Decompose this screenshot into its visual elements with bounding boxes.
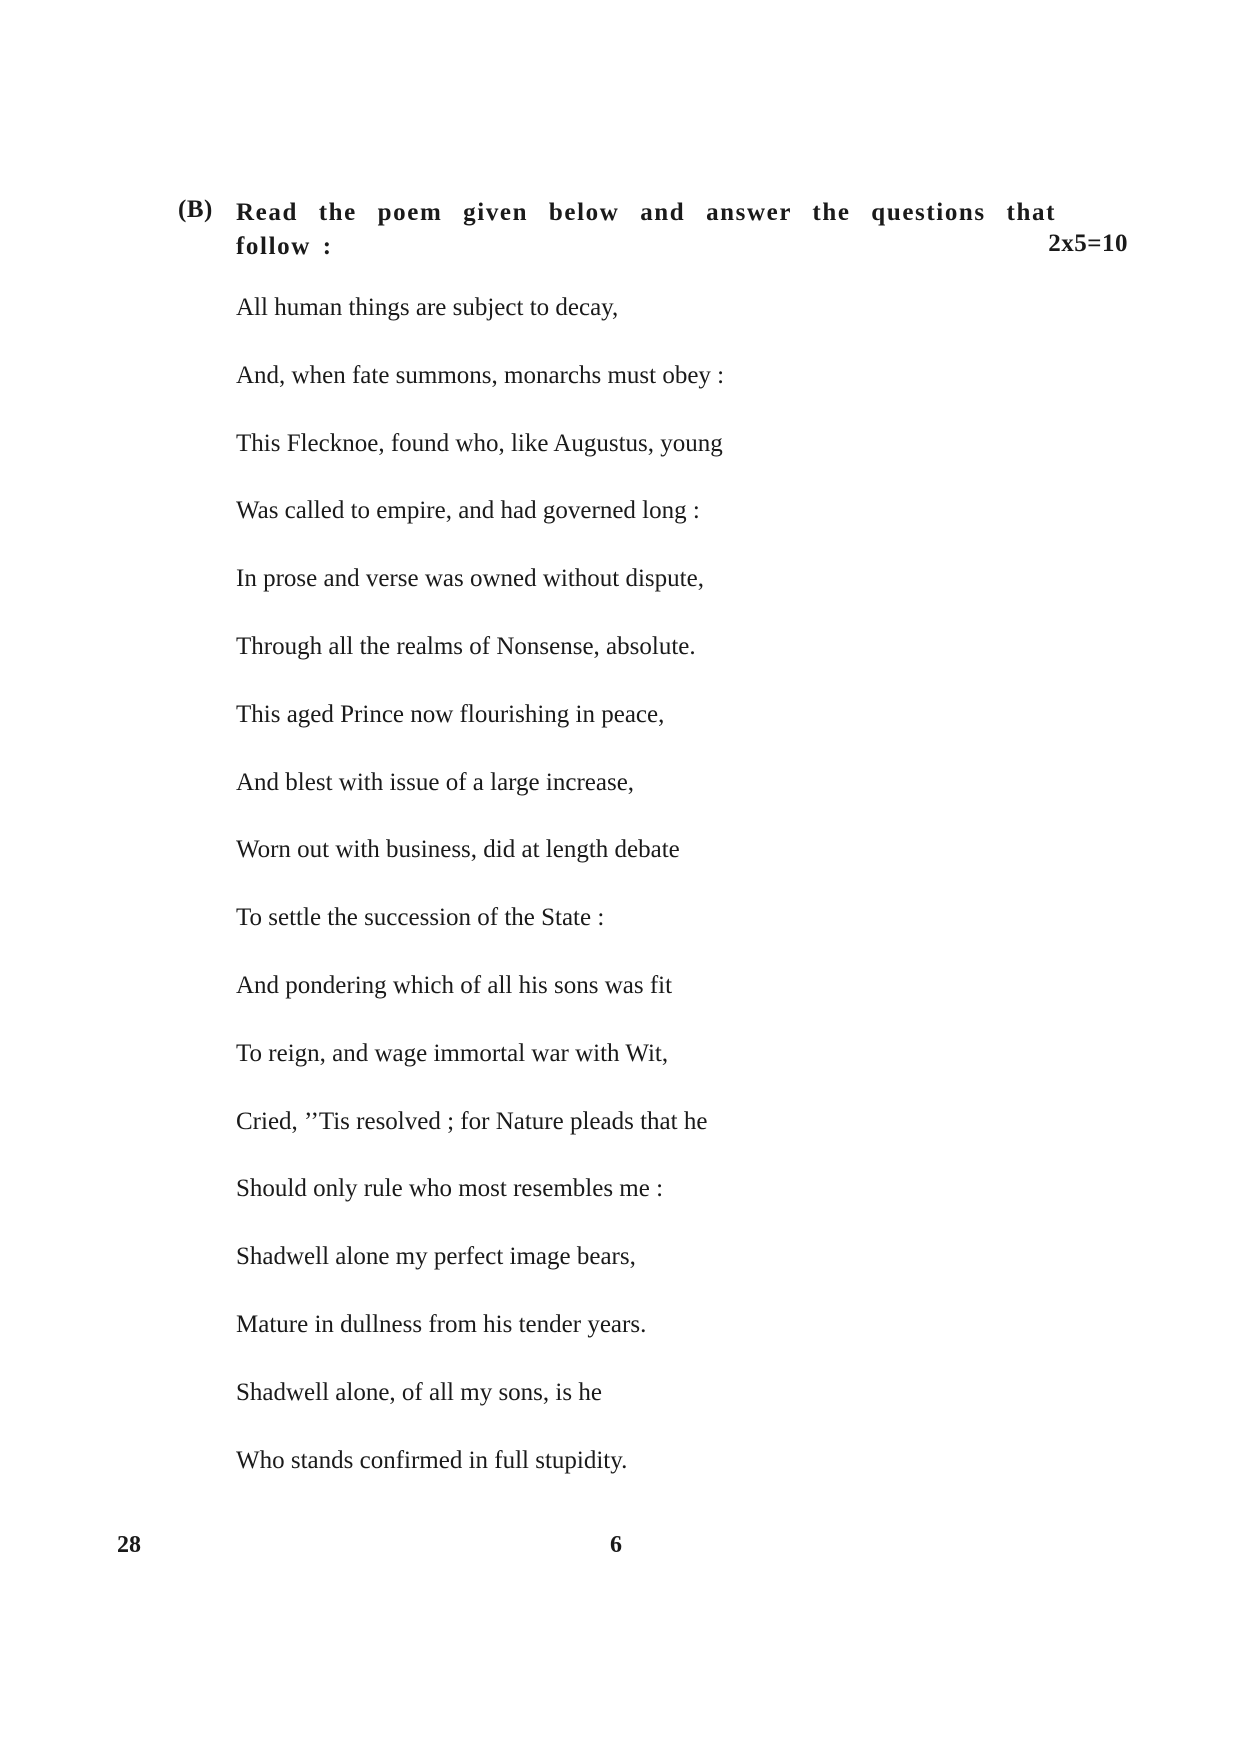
question-marks: 2x5=10 xyxy=(1048,230,1128,257)
poem-line: Should only rule who most resembles me : xyxy=(236,1175,664,1203)
poem-line: And blest with issue of a large increase, xyxy=(236,768,635,796)
poem-line: Mature in dullness from his tender years. xyxy=(236,1310,647,1338)
poem-line: In prose and verse was owned without dispute, xyxy=(236,565,704,593)
poem-line: This Flecknoe, found who, like Augustus, young xyxy=(236,429,723,457)
poem-line: And, when fate summons, monarchs must obey : xyxy=(236,361,725,389)
paper-code: 28 xyxy=(117,1532,141,1558)
instruction-line-2: follow : xyxy=(236,233,333,260)
poem-line: Who stands confirmed in full stupidity. xyxy=(236,1446,628,1474)
question-instruction xyxy=(236,196,1056,264)
poem-line: Through all the realms of Nonsense, absolute. xyxy=(236,632,696,660)
poem-line: Was called to empire, and had governed long : xyxy=(236,497,700,525)
poem xyxy=(236,293,724,1513)
poem-line: This aged Prince now flourishing in peace, xyxy=(236,700,665,728)
poem-line: All human things are subject to decay, xyxy=(236,294,619,321)
poem-line: To reign, and wage immortal war with Wit, xyxy=(236,1039,669,1067)
poem-line: To settle the succession of the State : xyxy=(236,904,605,932)
poem-line: Shadwell alone, of all my sons, is he xyxy=(236,1378,602,1406)
page-number: 6 xyxy=(610,1532,622,1558)
poem-line: Worn out with business, did at length debate xyxy=(236,836,680,864)
question-label: (B) xyxy=(178,196,213,223)
poem-line: Shadwell alone my perfect image bears, xyxy=(236,1243,636,1271)
poem-line: Cried, ’’Tis resolved ; for Nature pleads that he xyxy=(236,1107,708,1135)
poem-line: And pondering which of all his sons was fit xyxy=(236,971,673,999)
instruction-line-1: Read the poem given below and answer the questions that xyxy=(236,199,1056,226)
